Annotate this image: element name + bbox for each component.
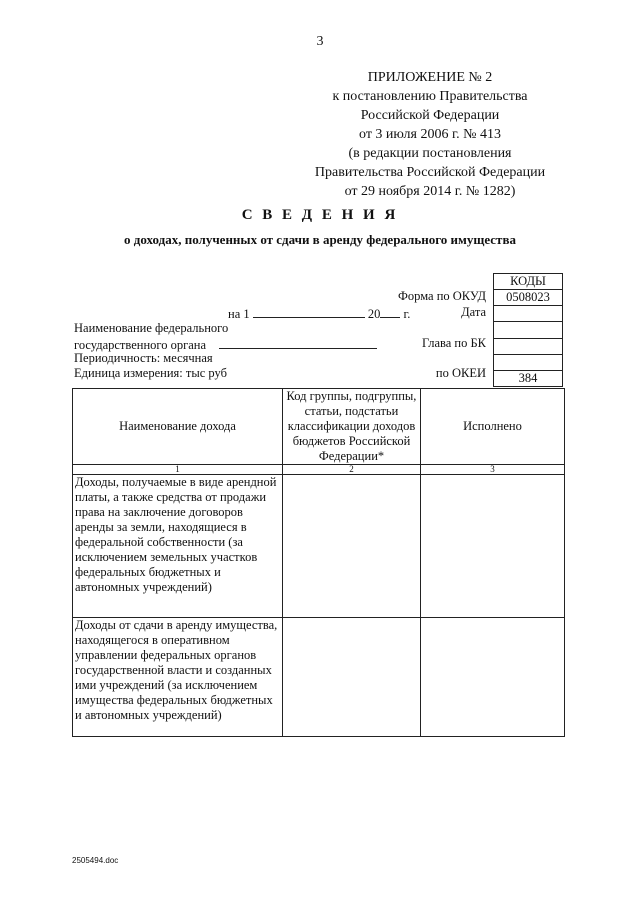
document-title: С В Е Д Е Н И Я: [241, 207, 399, 223]
okei-code: 384: [494, 371, 563, 387]
column-number: 3: [421, 465, 565, 475]
date-day-field[interactable]: [253, 305, 365, 318]
org-name-field[interactable]: [219, 336, 377, 349]
executed-cell[interactable]: [421, 618, 565, 737]
column-number: 1: [73, 465, 283, 475]
unit: Единица измерения: тыс руб: [74, 366, 227, 380]
codes-table: [493, 273, 563, 387]
appendix-line: от 3 июля 2006 г. № 413: [359, 127, 501, 142]
date-suffix: г.: [403, 307, 411, 321]
code-cell[interactable]: [283, 475, 421, 618]
column-header: Код группы, подгруппы, статьи, подстатьи классификации доходов бюджетов Российской Федерации*: [283, 389, 421, 465]
appendix-line: Российской Федерации: [360, 108, 500, 123]
org-code-blank: [494, 322, 563, 339]
period-code-blank: [494, 355, 563, 371]
table-row: [73, 475, 565, 618]
date-label: Дата: [461, 305, 486, 319]
appendix-line: от 29 ноября 2014 г. № 1282): [344, 184, 516, 199]
income-table: [72, 388, 565, 737]
code-cell[interactable]: [283, 618, 421, 737]
column-header: Исполнено: [421, 389, 565, 465]
executed-cell[interactable]: [421, 475, 565, 618]
appendix-line: к постановлению Правительства: [332, 89, 528, 104]
okei-label: по ОКЕИ: [435, 366, 486, 380]
table-header-row: [73, 389, 565, 465]
date-year-prefix: 20: [367, 307, 381, 321]
date-prefix: на 1: [228, 307, 250, 321]
page-number: 3: [316, 34, 324, 49]
bk-code: [494, 339, 563, 355]
table-row: [73, 618, 565, 737]
file-name: 2505494.doc: [72, 856, 119, 865]
income-name-cell: Доходы от сдачи в аренду имущества, находящегося в оперативном управлении федеральных органов государственной власти и созданных ими учреждений (за исключением имущества федеральных бюджетных и автономных учреждений): [73, 618, 283, 737]
okud-code: 0508023: [494, 290, 563, 306]
appendix-line: Правительства Российской Федерации: [314, 165, 546, 180]
date-code: [494, 306, 563, 322]
bk-label: Глава по БК: [421, 336, 486, 350]
column-header: Наименование дохода: [73, 389, 283, 465]
date-line: [228, 305, 410, 322]
date-year-field[interactable]: [380, 305, 400, 318]
codes-header: КОДЫ: [494, 274, 563, 290]
appendix-line: ПРИЛОЖЕНИЕ № 2: [367, 70, 493, 85]
periodicity: Периодичность: месячная: [74, 351, 213, 365]
appendix-header: [300, 68, 560, 201]
org-label-1: Наименование федерального: [74, 321, 229, 335]
okud-label: Форма по ОКУД: [398, 289, 486, 303]
appendix-line: (в редакции постановления: [348, 146, 512, 161]
document-subtitle: о доходах, полученных от сдачи в аренду федерального имущества: [124, 232, 516, 247]
column-number-row: [73, 465, 565, 475]
column-number: 2: [283, 465, 421, 475]
income-name-cell: Доходы, получаемые в виде арендной платы, а также средства от продажи права на заключение договоров аренды за земли, находящиеся в федеральной собственности (за исключением земельных участков федеральных бюджетных и автономных учреждений): [73, 475, 283, 618]
org-label-2: государственного органа: [74, 338, 207, 352]
